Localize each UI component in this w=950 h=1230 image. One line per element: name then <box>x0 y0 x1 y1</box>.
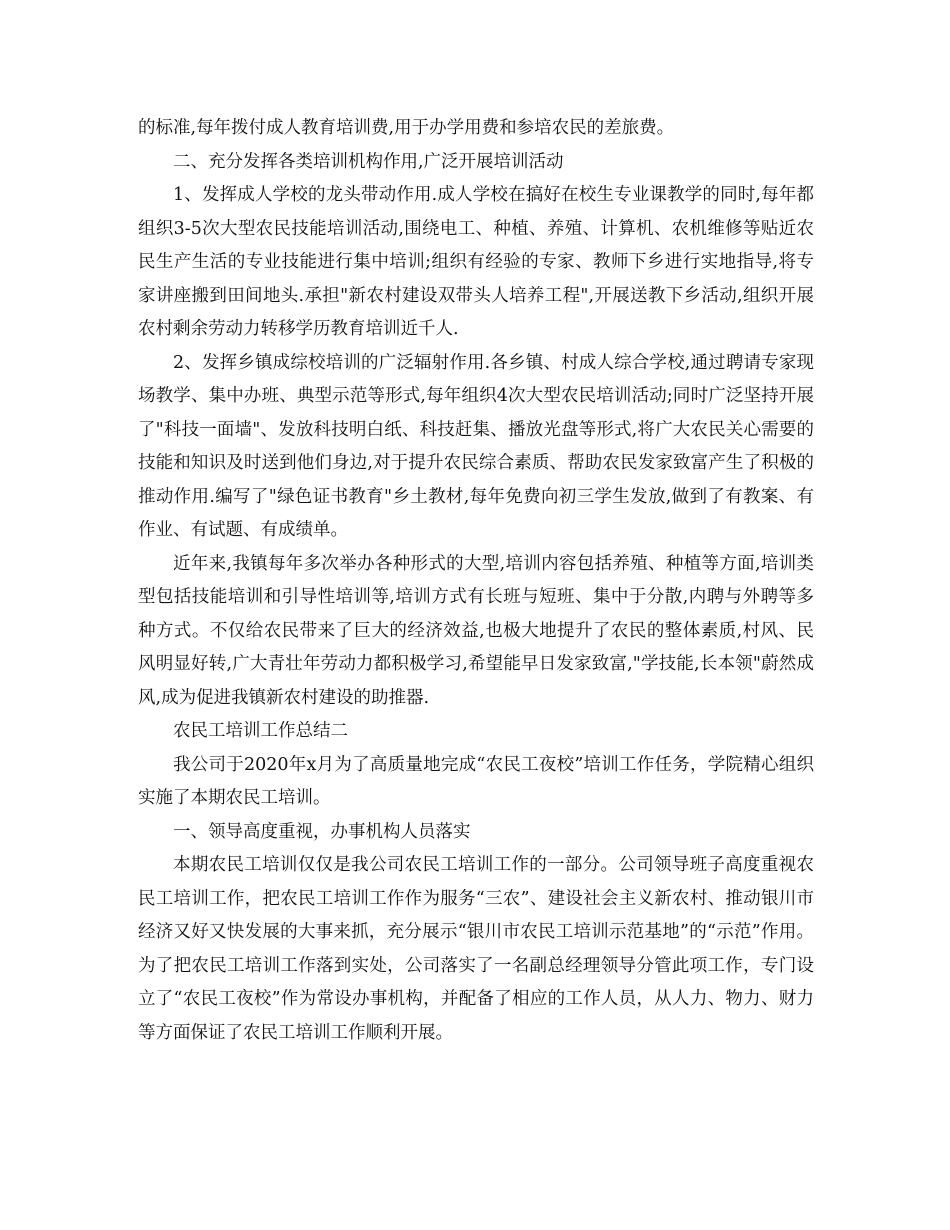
paragraph-night-school-intro: 我公司于2020年x月为了高质量地完成“农民工夜校”培训工作任务，学院精心组织实施了本期农民工培训。 <box>138 754 814 808</box>
section-title-summary-two: 农民工培训工作总结二 <box>173 721 348 741</box>
document-body <box>138 112 814 1050</box>
paragraph-leadership-details: 本期农民工培训仅仅是我公司农民工培训工作的一部分。公司领导班子高度重视农民工培训工作，把农民工培训工作作为服务“三农”、建设社会主义新农村、推动银川市经济又好又快发展的大事来抓，充分展示“银川市农民工培训示范基地”的“示范”作用。为了把农民工培训工作落到实处，公司落实了一名副总经理领导分管此项工作，专门设立了“农民工夜校”作为常设办事机构，并配备了相应的工作人员，从人力、物力、财力等方面保证了农民工培训工作顺利开展。 <box>138 855 814 1043</box>
paragraph-township-school: 2、发挥乡镇成综校培训的广泛辐射作用.各乡镇、村成人综合学校,通过聘请专家现场教学、集中办班、典型示范等形式,每年组织4次大型农民培训活动;同时广泛坚持开展了"科技一面墙"、发放科技明白纸、科技赶集、播放光盘等形式,将广大农民关心需要的技能和知识及时送到他们身边,对于提升农民综合素质、帮助农民发家致富产生了积极的推动作用.编写了"绿色证书教育"乡土教材,每年免费向初三学生发放,做到了有教案、有作业、有试题、有成绩单。 <box>138 352 814 540</box>
section-heading-training-institutions: 二、充分发挥各类培训机构作用,广泛开展培训活动 <box>173 151 564 172</box>
paragraph-recent-years: 近年来,我镇每年多次举办各种形式的大型,培训内容包括养殖、种植等方面,培训类型包括技能培训和引导性培训等,培训方式有长班与短班、集中于分散,内聘与外聘等多种方式。不仅给农民带来了巨大的经济效益,也极大地提升了农民的整体素质,村风、民风明显好转,广大青壮年劳动力都积极学习,希望能早日发家致富,"学技能,长本领"蔚然成风,成为促进我镇新农村建设的助推器. <box>138 553 814 708</box>
section-heading-leadership: 一、领导高度重视，办事机构人员落实 <box>173 821 471 842</box>
paragraph-budget-continuation: 的标准,每年拨付成人教育培训费,用于办学用费和参培农民的差旅费。 <box>138 118 675 138</box>
paragraph-adult-school: 1、发挥成人学校的龙头带动作用.成人学校在搞好在校生专业课教学的同时,每年都组织3-5次大型农民技能培训活动,围绕电工、种植、养殖、计算机、农机维修等贴近农民生产生活的专业技能进行集中培训;组织有经验的专家、教师下乡进行实地指导,将专家讲座搬到田间地头.承担"新农村建设双带头人培养工程",开展送教下乡活动,组织开展农村剩余劳动力转移学历教育培训近千人. <box>138 185 814 339</box>
